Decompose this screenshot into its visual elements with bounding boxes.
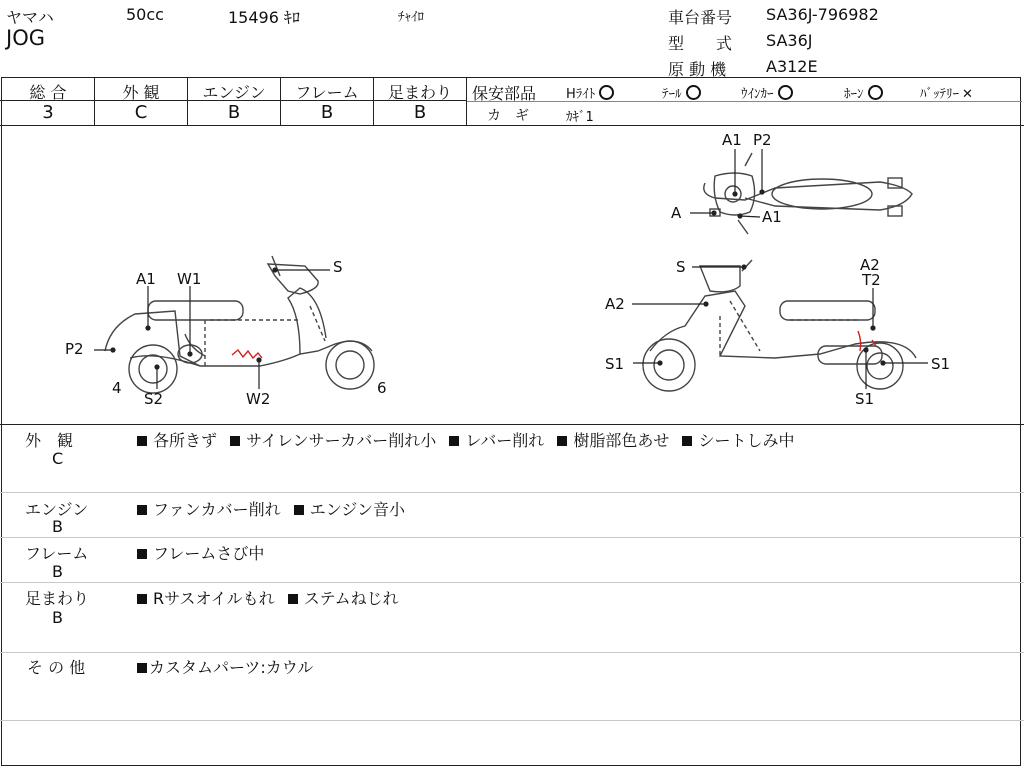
ok-circle-icon bbox=[599, 85, 614, 100]
remark-item: Rサスオイルもれ bbox=[153, 589, 275, 608]
label-left-s2: S2 bbox=[144, 390, 164, 408]
label-top-a1b: A1 bbox=[762, 208, 782, 226]
bullet-square-icon bbox=[230, 436, 240, 446]
label-right-s1b: S1 bbox=[931, 355, 951, 373]
remark-item: 樹脂部色あせ bbox=[573, 431, 670, 450]
grade-exterior-value: C bbox=[134, 102, 148, 123]
ok-circle-icon bbox=[778, 85, 793, 100]
remark-suspension-grade: B bbox=[52, 608, 63, 627]
label-right-s1c: S1 bbox=[855, 390, 875, 408]
safety-item-name: ﾊﾞｯﾃﾘｰ bbox=[920, 87, 959, 102]
model-type-label: 型 式 bbox=[668, 34, 733, 53]
engine-code-value: A312E bbox=[766, 57, 818, 76]
bullet-square-icon bbox=[137, 505, 147, 515]
bullet-square-icon bbox=[137, 663, 147, 673]
remark-item: ファンカバー削れ bbox=[153, 500, 281, 519]
grade-engine-value: B bbox=[227, 102, 241, 123]
remarks-divider bbox=[0, 652, 1024, 653]
frame-number-value: SA36J-796982 bbox=[766, 5, 879, 24]
grade-exterior-label: 外 観 bbox=[122, 83, 160, 102]
remark-other-items bbox=[137, 655, 313, 678]
model-name: JOG bbox=[6, 26, 45, 50]
safety-parts-label: 保安部品 bbox=[472, 84, 537, 103]
remark-item: シートしみ中 bbox=[698, 431, 795, 450]
remark-item: レバー削れ bbox=[465, 431, 545, 450]
label-left-w1: W1 bbox=[177, 270, 202, 288]
remark-item: サイレンサーカバー削れ小 bbox=[246, 431, 437, 450]
safety-item-battery bbox=[920, 83, 973, 102]
remarks-divider bbox=[0, 492, 1024, 493]
model-type-value: SA36J bbox=[766, 31, 813, 50]
key-value: ｶｷﾞ1 bbox=[566, 110, 594, 125]
color-text: ﾁｬｲﾛ bbox=[398, 10, 424, 25]
frame-number-label: 車台番号 bbox=[668, 8, 733, 27]
label-left-p2: P2 bbox=[65, 340, 84, 358]
safety-item-headlight bbox=[566, 83, 614, 102]
damage-mark-icon bbox=[232, 350, 262, 358]
remark-engine-grade: B bbox=[52, 517, 63, 536]
grade-col-divider bbox=[466, 78, 467, 125]
bullet-square-icon bbox=[137, 549, 147, 559]
remark-suspension-items bbox=[137, 586, 399, 609]
remark-exterior-label: 外 観 bbox=[25, 431, 74, 450]
remarks-divider bbox=[0, 720, 1024, 721]
damage-diagram bbox=[0, 126, 1024, 423]
bullet-square-icon bbox=[682, 436, 692, 446]
safety-item-tail bbox=[662, 83, 701, 102]
ok-circle-icon bbox=[686, 85, 701, 100]
remarks-divider bbox=[0, 582, 1024, 583]
safety-item-name: ｳｲﾝｶｰ bbox=[741, 87, 774, 102]
grade-frame-value: B bbox=[320, 102, 334, 123]
safety-item-horn bbox=[844, 83, 883, 102]
remark-suspension-label: 足まわり bbox=[25, 589, 90, 608]
label-top-p2: P2 bbox=[753, 131, 772, 149]
label-left-a1: A1 bbox=[136, 270, 156, 288]
safety-item-winker bbox=[741, 83, 793, 102]
key-label: カ ギ bbox=[487, 108, 529, 124]
diagram-bottom-border bbox=[0, 424, 1024, 425]
ok-circle-icon bbox=[868, 85, 883, 100]
label-right-a2: A2 bbox=[605, 295, 625, 313]
remark-item: 各所きず bbox=[153, 431, 218, 450]
remark-item: カスタムパーツ:カウル bbox=[149, 658, 314, 677]
remark-exterior-items bbox=[137, 428, 794, 451]
safety-item-name: ﾃｰﾙ bbox=[662, 87, 682, 102]
remark-frame-grade: B bbox=[52, 562, 63, 581]
displacement-text: 50cc bbox=[126, 5, 164, 24]
label-top-a: A bbox=[671, 204, 682, 222]
remark-engine-label: エンジン bbox=[25, 500, 89, 519]
grade-engine-label: エンジン bbox=[202, 83, 266, 102]
bullet-square-icon bbox=[294, 505, 304, 515]
bullet-square-icon bbox=[288, 594, 298, 604]
remark-exterior-grade: C bbox=[52, 449, 64, 468]
ng-cross-icon: ✕ bbox=[962, 87, 973, 102]
mileage-text: 15496 ｷﾛ bbox=[228, 8, 300, 27]
remark-other-label: そ の 他 bbox=[27, 658, 86, 677]
grade-frame-label: フレーム bbox=[295, 83, 359, 102]
bullet-square-icon bbox=[449, 436, 459, 446]
label-left-s: S bbox=[333, 258, 343, 276]
safety-item-name: Hﾗｲﾄ bbox=[566, 87, 596, 102]
remark-item: エンジン音小 bbox=[309, 500, 405, 519]
label-right-a2b: A2 bbox=[860, 256, 880, 274]
label-right-s1a: S1 bbox=[605, 355, 625, 373]
remark-item: フレームさび中 bbox=[153, 544, 265, 563]
grade-suspension-value: B bbox=[413, 102, 427, 123]
grade-overall-value: 3 bbox=[42, 102, 54, 123]
remark-engine-items bbox=[137, 497, 405, 520]
grade-suspension-label: 足まわり bbox=[387, 83, 452, 102]
bullet-square-icon bbox=[137, 436, 147, 446]
maker-text: ヤマハ bbox=[6, 8, 54, 27]
label-right-t2: T2 bbox=[862, 271, 881, 289]
label-left-4: 4 bbox=[112, 379, 122, 397]
grade-overall-label: 総 合 bbox=[29, 83, 67, 102]
label-right-s: S bbox=[676, 258, 686, 276]
remark-frame-label: フレーム bbox=[25, 544, 89, 563]
label-top-a1: A1 bbox=[722, 131, 742, 149]
safety-item-name: ﾎｰﾝ bbox=[844, 87, 864, 102]
label-left-6: 6 bbox=[377, 379, 387, 397]
engine-code-label: 原 動 機 bbox=[668, 60, 727, 79]
bullet-square-icon bbox=[557, 436, 567, 446]
label-left-w2: W2 bbox=[246, 390, 271, 408]
remark-item: ステムねじれ bbox=[303, 589, 399, 608]
remark-frame-items bbox=[137, 541, 264, 564]
remarks-divider bbox=[0, 537, 1024, 538]
bullet-square-icon bbox=[137, 594, 147, 604]
